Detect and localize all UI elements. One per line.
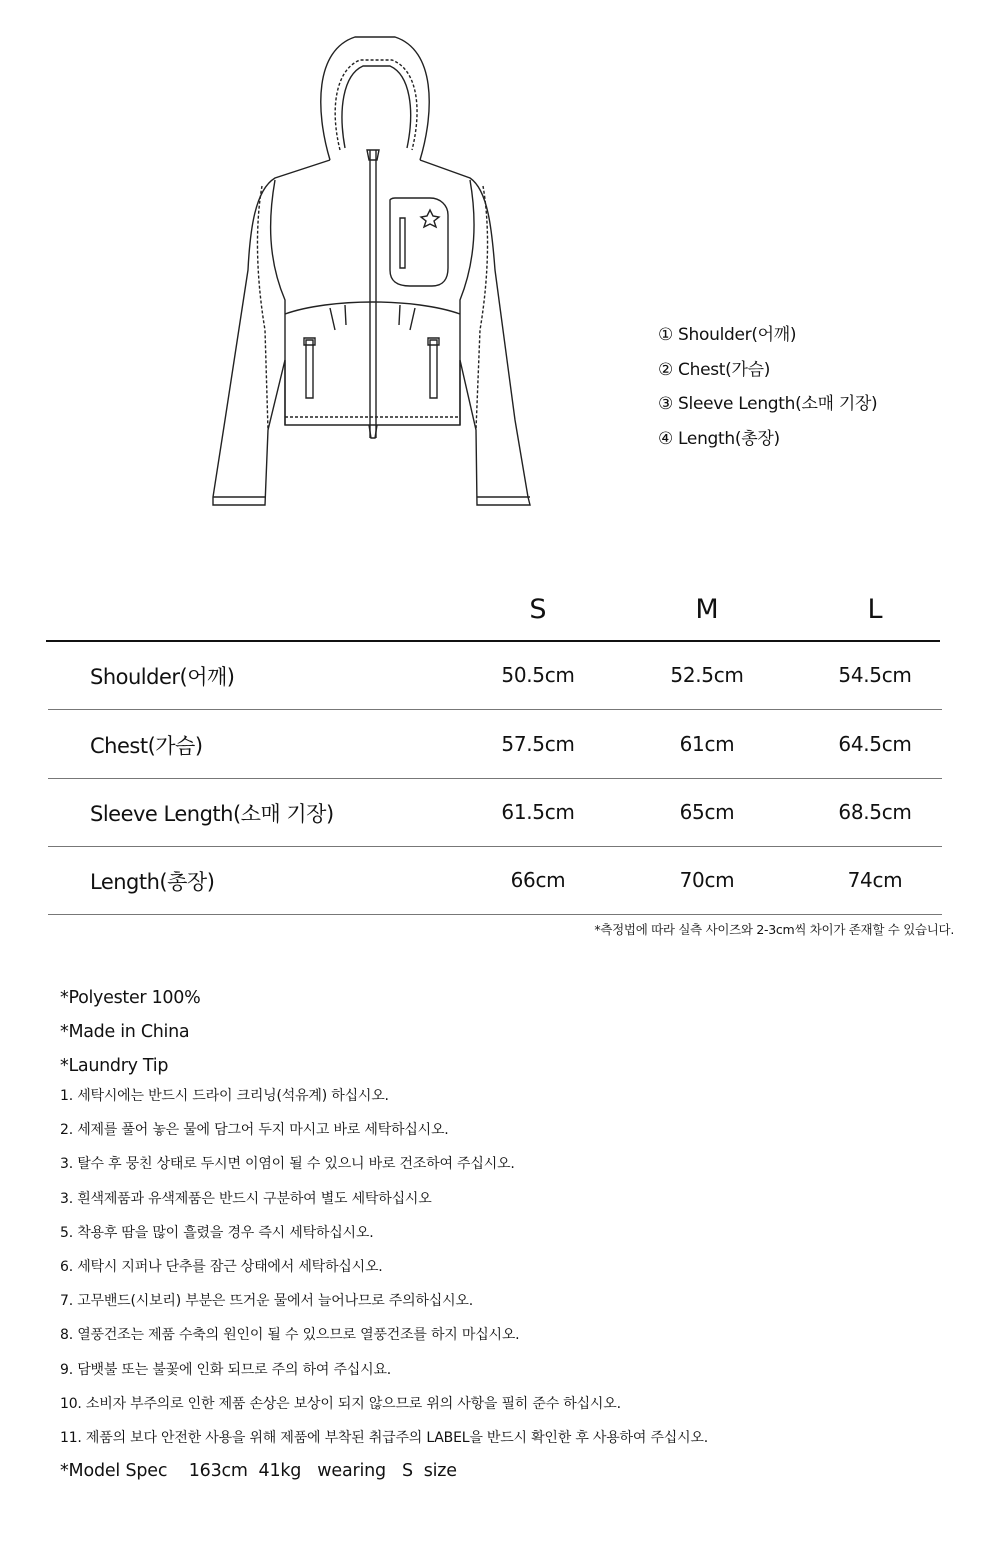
row-label: Shoulder(어깨) bbox=[90, 665, 235, 689]
row-label: Sleeve Length(소매 기장) bbox=[90, 802, 334, 826]
size-header-s: S bbox=[529, 594, 547, 625]
chest-pocket bbox=[390, 198, 448, 286]
star-logo bbox=[421, 210, 439, 227]
cell-m: 65cm bbox=[679, 800, 735, 824]
legend-item-chest: ② Chest(가슴) bbox=[658, 359, 771, 380]
jacket-sketch bbox=[205, 28, 540, 518]
cell-m: 52.5cm bbox=[670, 663, 744, 687]
cell-l: 54.5cm bbox=[838, 663, 912, 687]
legend-item-sleeve: ③ Sleeve Length(소매 기장) bbox=[658, 394, 878, 414]
right-pocket bbox=[428, 338, 439, 398]
table-row-length bbox=[48, 846, 942, 915]
cell-l: 64.5cm bbox=[838, 732, 912, 756]
laundry-tip: 9. 담뱃불 또는 불꽃에 인화 되므로 주의 하여 주십시요. bbox=[60, 1361, 392, 1378]
size-header-l: L bbox=[867, 594, 883, 625]
hood-outline bbox=[321, 37, 429, 160]
size-header-m: M bbox=[695, 594, 719, 625]
cell-m: 61cm bbox=[679, 732, 735, 756]
legend-item-length: ④ Length(총장) bbox=[658, 428, 780, 449]
laundry-tip: 7. 고무밴드(시보리) 부분은 뜨거운 물에서 늘어나므로 주의하십시오. bbox=[60, 1293, 473, 1310]
laundry-tip: 3. 흰색제품과 유색제품은 반드시 구분하여 별도 세탁하십시오 bbox=[60, 1190, 432, 1207]
laundry-title: *Laundry Tip bbox=[60, 1056, 169, 1076]
cell-m: 70cm bbox=[679, 868, 735, 892]
zipper bbox=[370, 150, 376, 438]
origin: *Made in China bbox=[60, 1022, 190, 1042]
laundry-tip: 5. 착용후 땀을 많이 흘렸을 경우 즉시 세탁하십시오. bbox=[60, 1224, 374, 1241]
left-pocket bbox=[304, 338, 315, 398]
body-outline bbox=[213, 160, 530, 505]
cell-l: 74cm bbox=[847, 868, 903, 892]
row-label: Chest(가슴) bbox=[90, 734, 203, 758]
laundry-tip: 3. 탈수 후 뭉친 상태로 두시면 이염이 될 수 있으니 바로 건조하여 주십시오. bbox=[60, 1156, 515, 1173]
model-spec: *Model Spec 163cm 41kg wearing S size bbox=[60, 1461, 457, 1481]
table-row-chest bbox=[48, 710, 942, 779]
hood-inner bbox=[335, 60, 417, 150]
table-row-shoulder bbox=[48, 641, 942, 710]
cell-s: 66cm bbox=[510, 868, 566, 892]
laundry-tip: 10. 소비자 부주의로 인한 제품 손상은 보상이 되지 않으므로 위의 사항을 필히 준수 하십시오. bbox=[60, 1395, 621, 1412]
yoke-seam bbox=[285, 302, 460, 314]
row-label: Length(총장) bbox=[90, 870, 215, 894]
table-row-sleeve bbox=[48, 778, 942, 847]
laundry-tip: 2. 세제를 풀어 놓은 물에 담그어 두지 마시고 바로 세탁하십시오. bbox=[60, 1122, 449, 1139]
cell-s: 50.5cm bbox=[501, 663, 575, 687]
laundry-tip: 1. 세탁시에는 반드시 드라이 크리닝(석유계) 하십시오. bbox=[60, 1088, 389, 1104]
laundry-tips bbox=[60, 1085, 708, 1461]
measurement-note: *측정법에 따라 실측 사이즈와 2-3cm씩 차이가 존재할 수 있습니다. bbox=[594, 922, 954, 937]
laundry-tip: 8. 열풍건조는 제품 수축의 원인이 될 수 있으므로 열풍건조를 하지 마십시오. bbox=[60, 1327, 520, 1344]
cell-s: 57.5cm bbox=[501, 732, 575, 756]
material: *Polyester 100% bbox=[60, 988, 201, 1008]
cell-l: 68.5cm bbox=[838, 800, 912, 824]
laundry-tip: 6. 세탁시 지퍼나 단추를 잠근 상태에서 세탁하십시오. bbox=[60, 1258, 383, 1275]
product-specs bbox=[60, 984, 200, 1086]
measurement-legend bbox=[658, 318, 877, 456]
legend-item-shoulder: ① Shoulder(어깨) bbox=[658, 325, 797, 345]
cell-s: 61.5cm bbox=[501, 800, 575, 824]
laundry-tip: 11. 제품의 보다 안전한 사용을 위해 제품에 부착된 취급주의 LABEL을 반드시 확인한 후 사용하여 주십시오. bbox=[60, 1429, 708, 1446]
